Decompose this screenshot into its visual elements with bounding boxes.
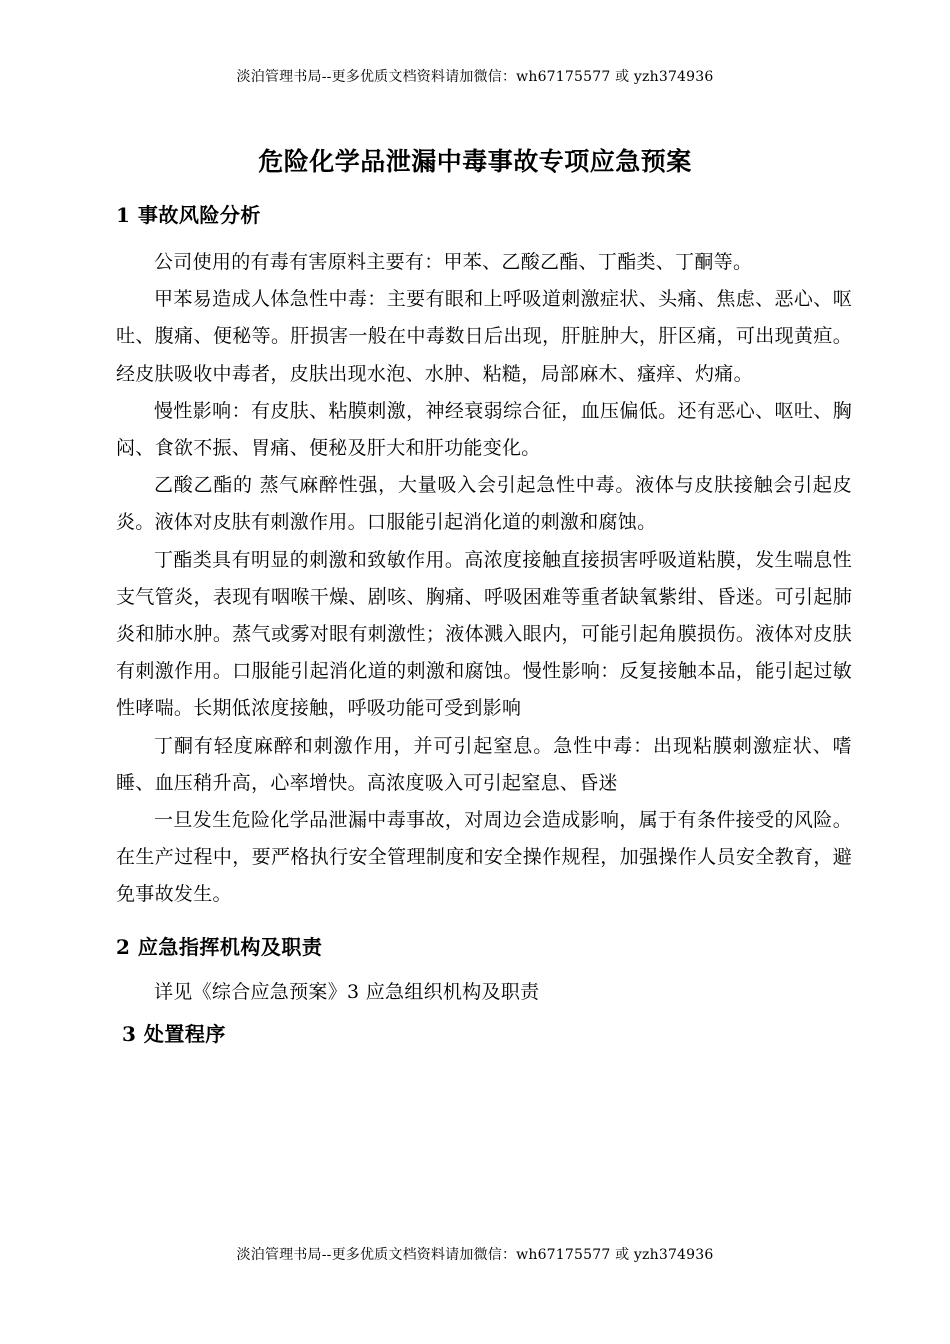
paragraph: 丁酮有轻度麻醉和刺激作用，并可引起窒息。急性中毒：出现粘膜刺激症状、嗜睡、血压稍升高，心率增快。高浓度吸入可引起窒息、昏迷 — [116, 734, 852, 794]
paragraph: 甲苯易造成人体急性中毒：主要有眼和上呼吸道刺激症状、头痛、焦虑、恶心、呕吐、腹痛、便秘等。肝损害一般在中毒数日后出现，肝脏肿大，肝区痛，可出现黄疸。经皮肤吸收中毒者，皮肤出现水泡、水肿、粘糙，局部麻木、瘙痒、灼痛。 — [116, 288, 852, 385]
paragraph: 乙酸乙酯的 蒸气麻醉性强，大量吸入会引起急性中毒。液体与皮肤接触会引起皮炎。液体对皮肤有刺激作用。口服能引起消化道的刺激和腐蚀。 — [116, 474, 852, 534]
document-title: 危险化学品泄漏中毒事故专项应急预案 — [258, 147, 692, 176]
paragraph: 慢性影响：有皮肤、粘膜刺激，神经衰弱综合征，血压偏低。还有恶心、呕吐、胸闷、食欲不振、胃痛、便秘及肝大和肝功能变化。 — [116, 399, 852, 460]
paragraph: 一旦发生危险化学品泄漏中毒事故，对周边会造成影响，属于有条件接受的风险。在生产过程中，要严格执行安全管理制度和安全操作规程，加强操作人员安全教育，避免事故发生。 — [116, 809, 852, 906]
document-body — [116, 196, 852, 1053]
section-heading-risk-analysis: 1 事故风险分析 — [116, 203, 261, 227]
paragraph: 详见《综合应急预案》3 应急组织机构及职责 — [154, 980, 540, 1003]
paragraph: 公司使用的有毒有害原料主要有：甲苯、乙酸乙酯、丁酯类、丁酮等。 — [154, 251, 753, 273]
section-heading-procedure: 3 处置程序 — [122, 1021, 226, 1046]
page-header: 淡泊管理书局--更多优质文档资料请加微信：wh67175577 或 yzh374936 — [236, 69, 714, 85]
section-heading-command-structure: 2 应急指挥机构及职责 — [116, 934, 323, 959]
page-footer: 淡泊管理书局--更多优质文档资料请加微信：wh67175577 或 yzh374936 — [236, 1247, 714, 1263]
paragraph: 丁酯类具有明显的刺激和致敏作用。高浓度接触直接损害呼吸道粘膜，发生喘息性支气管炎，表现有咽喉干燥、剧咳、胸痛、呼吸困难等重者缺氧紫绀、昏迷。可引起肺炎和肺水肿。蒸气或雾对眼有刺激性；液体溅入眼内，可能引起角膜损伤。液体对皮肤有刺激作用。口服能引起消化道的刺激和腐蚀。慢性影响：反复接触本品，能引起过敏性哮喘。长期低浓度接触，呼吸功能可受到影响 — [116, 548, 852, 720]
